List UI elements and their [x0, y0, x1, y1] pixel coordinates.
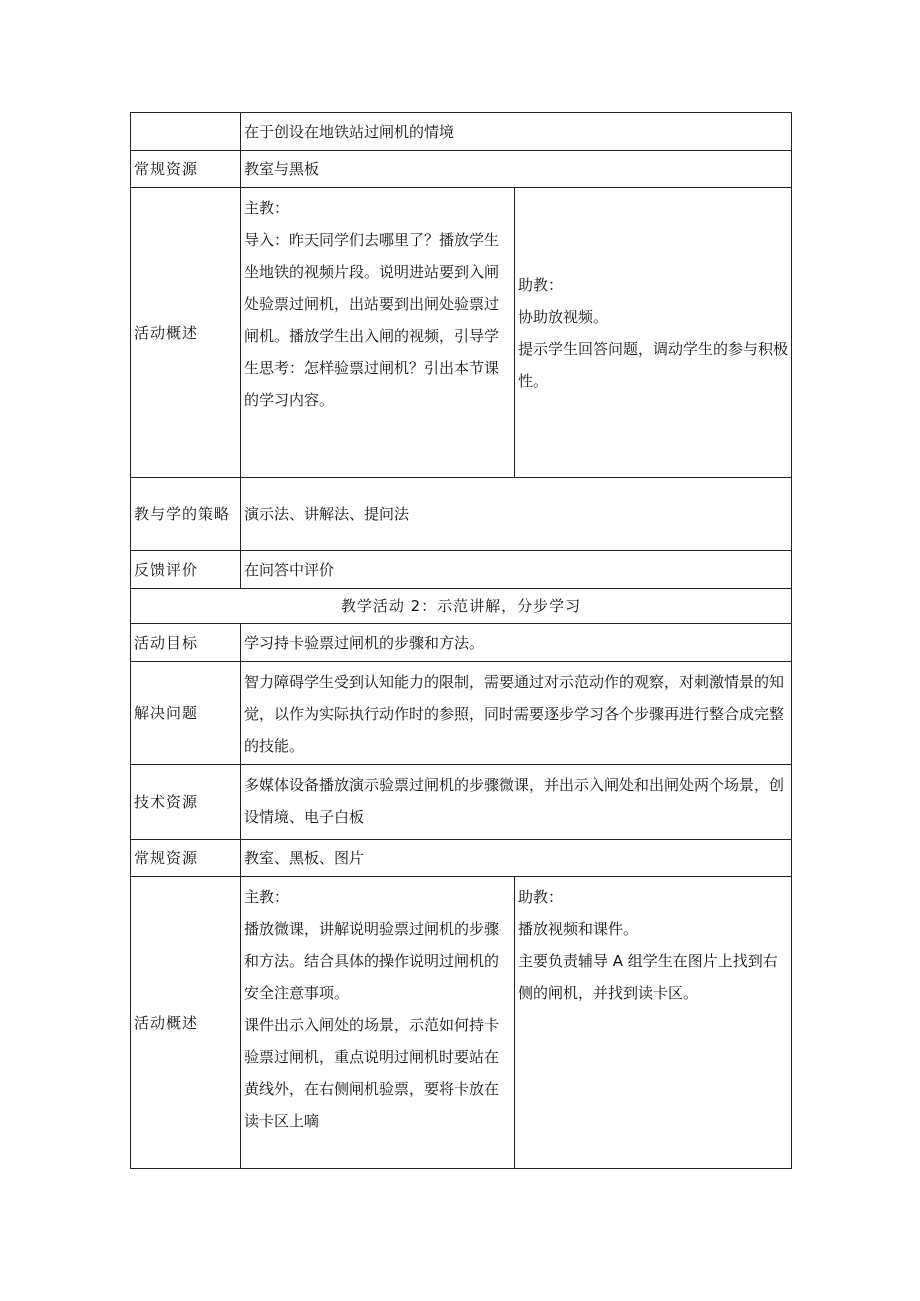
- row-value: 学习持卡验票过闸机的步骤和方法。: [241, 624, 792, 662]
- row-context-label: [131, 113, 241, 151]
- assistant-teacher-cell: [515, 188, 792, 478]
- row-label: 教与学的策略: [131, 478, 241, 551]
- row-problem-solving: [131, 662, 792, 765]
- row-label: 活动概述: [131, 877, 241, 1169]
- assistant-line: 提示学生回答问题，调动学生的参与积极性。: [518, 339, 789, 390]
- row-value: 智力障碍学生受到认知能力的限制，需要通过对示范动作的观察，对刺激情景的知觉，以作为实际执行动作时的参照，同时需要逐步学习各个步骤再进行整合成完整的技能。: [241, 662, 792, 765]
- main-teacher-text: 播放微课，讲解说明验票过闸机的步骤和方法。结合具体的操作说明过闸机的安全注意事项。: [244, 920, 500, 1002]
- row-label: 解决问题: [131, 662, 241, 765]
- row-label: 常规资源: [131, 840, 241, 877]
- lesson-plan-table: [130, 112, 792, 1169]
- assistant-heading: 助教：: [518, 888, 564, 906]
- row-activity-overview-2: [131, 877, 792, 1169]
- row-value: 演示法、讲解法、提问法: [241, 478, 792, 551]
- row-tech-resources: [131, 765, 792, 840]
- row-label: 活动目标: [131, 624, 241, 662]
- row-regular-resources-2: [131, 840, 792, 877]
- row-feedback: [131, 551, 792, 589]
- main-teacher-cell: [241, 188, 515, 478]
- main-teacher-text: 导入：昨天同学们去哪里了？播放学生坐地铁的视频片段。说明进站要到入闸处验票过闸机，出站要到出闸处验票过闸机。播放学生出入闸的视频，引导学生思考：怎样验票过闸机？引出本节课的学习内容。: [244, 231, 500, 409]
- row-context-value: 在于创设在地铁站过闸机的情境: [241, 113, 792, 151]
- assistant-line: 播放视频和课件。: [518, 920, 639, 938]
- row-teaching-strategy: [131, 478, 792, 551]
- main-teacher-heading: 主教：: [244, 199, 290, 217]
- row-activity-overview-1: [131, 188, 792, 478]
- main-teacher-heading: 主教：: [244, 888, 290, 906]
- main-teacher-cell: [241, 877, 515, 1169]
- row-regular-resources-1: [131, 151, 792, 188]
- row-activity-goal: [131, 624, 792, 662]
- assistant-line: 主要负责辅导 A 组学生在图片上找到右侧的闸机，并找到读卡区。: [518, 952, 778, 1002]
- row-label: 活动概述: [131, 188, 241, 478]
- row-label: 常规资源: [131, 151, 241, 188]
- row-section-title: [131, 589, 792, 624]
- row-value: 在问答中评价: [241, 551, 792, 589]
- row-value: 教室与黑板: [241, 151, 792, 188]
- row-value: 多媒体设备播放演示验票过闸机的步骤微课，并出示入闸处和出闸处两个场景，创设情境、电子白板: [241, 765, 792, 840]
- assistant-line: 协助放视频。: [518, 307, 609, 326]
- row-label: 反馈评价: [131, 551, 241, 589]
- main-teacher-text: 课件出示入闸处的场景，示范如何持卡验票过闸机，重点说明过闸机时要站在黄线外，在右侧闸机验票，要将卡放在读卡区上嘀: [244, 1016, 500, 1130]
- row-context: [131, 113, 792, 151]
- section-title: 教学活动 2：示范讲解，分步学习: [131, 589, 792, 624]
- assistant-heading: 助教：: [518, 275, 564, 294]
- row-label: 技术资源: [131, 765, 241, 840]
- row-value: 教室、黑板、图片: [241, 840, 792, 877]
- assistant-teacher-cell: [515, 877, 792, 1169]
